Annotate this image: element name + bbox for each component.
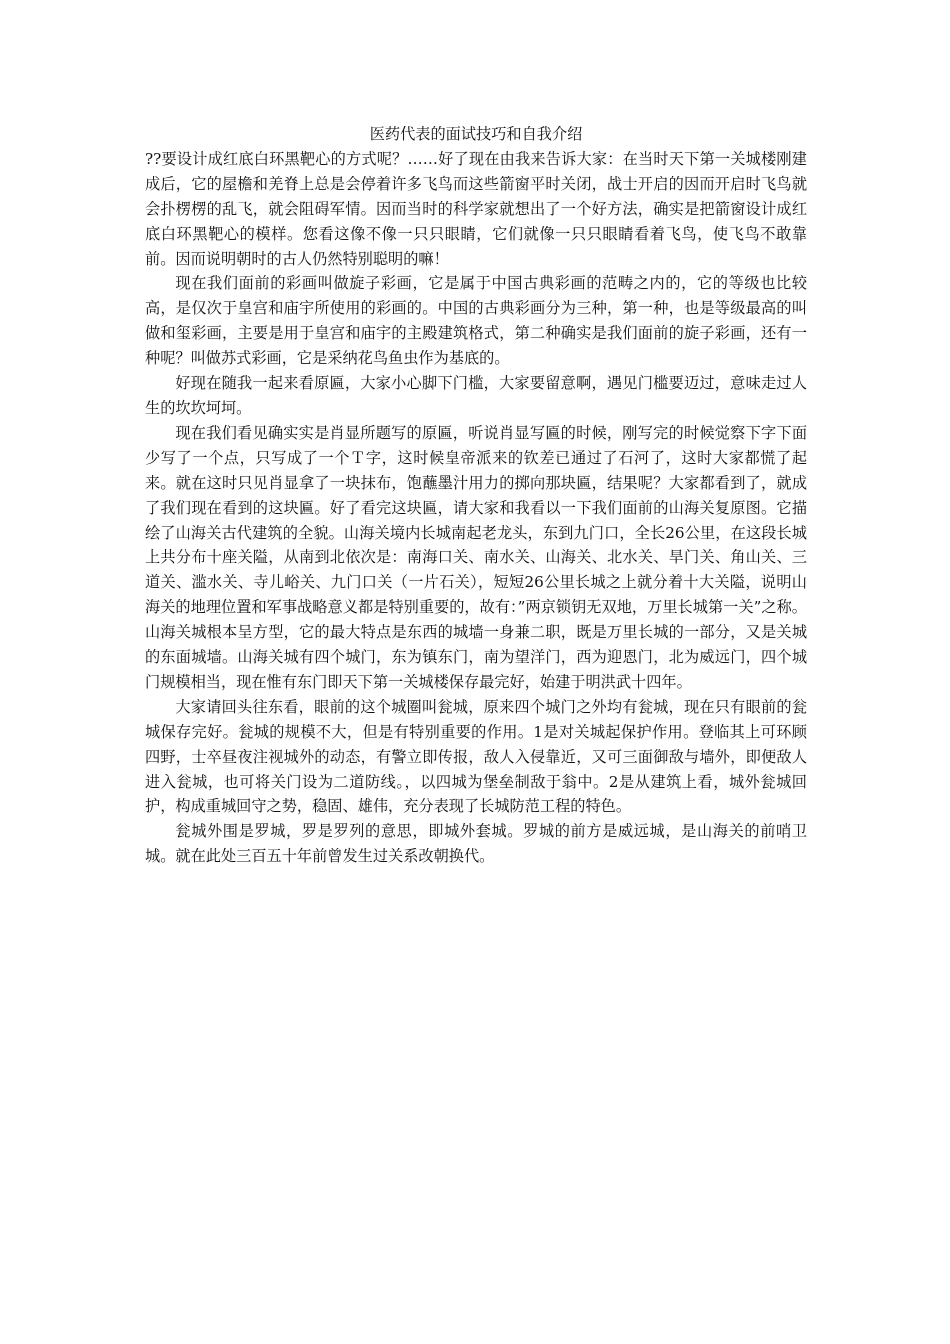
paragraph: 大家请回头往东看，眼前的这个城圈叫瓮城，原来四个城门之外均有瓮城，现在只有眼前的瓮城保存完好。瓮城的规模不大，但是有特别重要的作用。1是对关城起保护作用。登临其上可环顾四野，士卒昼夜注视城外的动态，有警立即传报，敌人入侵靠近，又可三面御敌与墙外，即便敌人进入瓮城，也可将关门设为二道防线。，以四城为堡垒制敌于翁中。2是从建筑上看，城外瓮城回护，构成重城回守之势，稳固、雄伟，充分表现了长城防范工程的特色。 — [145, 697, 807, 816]
paragraph: ??要设计成红底白环黑靶心的方式呢？……好了现在由我来告诉大家：在当时天下第一关城楼刚建成后，它的屋檐和羌脊上总是会停着许多飞鸟而这些箭窗平时关闭，战士开启的因而开启时飞鸟就会扑楞楞的乱飞，就会阻碍军情。因而当时的科学家就想出了一个好方法，确实是把箭窗设计成红底白环黑靶心的模样。您看这像不像一只只眼睛，它们就像一只只眼睛看着飞鸟，使飞鸟不敢靠前。因而说明朝时的古人仍然特别聪明的嘛！ — [145, 149, 807, 268]
document-page — [145, 122, 807, 869]
paragraph: 好现在随我一起来看原匾，大家小心脚下门槛，大家要留意啊，遇见门槛要迈过，意味走过人生的坎坎坷坷。 — [145, 374, 807, 417]
document-title: 医药代表的面试技巧和自我介绍 — [369, 125, 583, 143]
paragraph: 现在我们看见确实实是肖显所题写的原匾，听说肖显写匾的时候，刚写完的时候觉察下字下面少写了一个点，只写成了一个Ｔ字，这时候皇帝派来的钦差已通过了石河了，这时大家都慌了起来。就在这时只见肖显拿了一块抹布，饱蘸墨汁用力的掷向那块匾，结果呢？大家都看到了，就成了我们现在看到的这块匾。好了看完这块匾，请大家和我看以一下我们面前的山海关复原图。它描绘了山海关古代建筑的全貌。山海关境内长城南起老龙头，东到九门口，全长26公里，在这段长城上共分布十座关隘，从南到北依次是：南海口关、南水关、山海关、北水关、旱门关、角山关、三道关、滥水关、寺儿峪关、九门口关（一片石关），短短26公里长城之上就分着十大关隘，说明山海关的地理位置和军事战略意义都是特别重要的，故有：”两京锁钥无双地，万里长城第一关”之称。山海关城根本呈方型，它的最大特点是东西的城墙一身兼二职，既是万里长城的一部分，又是关城的东面城墙。山海关城有四个城门，东为镇东门，南为望洋门，西为迎恩门，北为威远门，四个城门规模相当，现在惟有东门即天下第一关城楼保存最完好，始建于明洪武十四年。 — [145, 423, 807, 691]
paragraph: 瓮城外围是罗城，罗是罗列的意思，即城外套城。罗城的前方是威远城，是山海关的前哨卫城。就在此处三百五十年前曾发生过关系改朝换代。 — [145, 822, 807, 866]
paragraph: 现在我们面前的彩画叫做旋子彩画，它是属于中国古典彩画的范畴之内的，它的等级也比较高，是仅次于皇宫和庙宇所使用的彩画的。中国的古典彩画分为三种，第一种，也是等级最高的叫做和玺彩画，主要是用于皇宫和庙宇的主殿建筑格式，第二种确实是我们面前的旋子彩画，还有一种呢？叫做苏式彩画，它是采纳花鸟鱼虫作为基底的。 — [145, 274, 807, 368]
